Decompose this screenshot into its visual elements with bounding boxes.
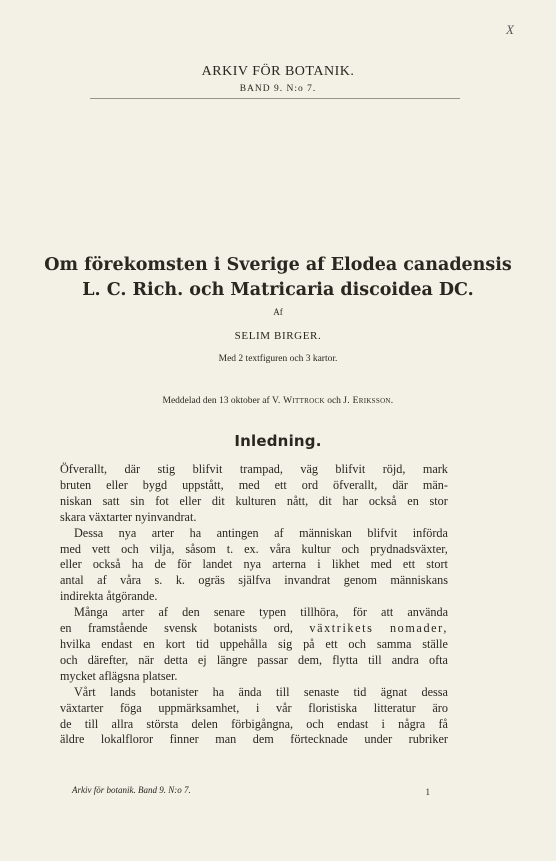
body-word: ord [301,477,319,492]
body-word: ha [131,557,144,572]
communicated-prefix: Meddelad den 13 oktober af [162,396,272,406]
body-word: ägnat [380,684,408,699]
body-word: af [97,573,107,588]
body-word: människans [390,573,448,588]
body-word: allra [111,716,134,731]
body-word: nått, [286,493,309,508]
body-word: bygd [142,477,168,492]
body-word: och [348,636,367,651]
body-word: ogräs [198,573,225,588]
body-word: våra [269,541,291,556]
communicator-2: J. Eriksson. [343,396,394,406]
body-word: vett [91,541,111,556]
body-word: några [398,716,426,731]
body-word: öfverallt, [333,477,378,492]
body-word: med [370,557,392,572]
body-word: skara växtarter nyinvandrat. [60,509,197,524]
body-word: växtarter [60,700,104,715]
corner-mark: X [506,22,514,37]
journal-title: ARKIV FÖR BOTANIK. [201,64,355,79]
body-line [60,637,448,653]
figures-note: Med 2 textfiguren och 3 kartor. [218,354,338,364]
body-word: s. [154,573,163,588]
page-number: 1 [425,787,430,797]
body-word: hvilka [60,636,91,651]
body-word: trampad, [239,462,283,476]
body-word: längre [216,652,248,667]
body-word: arter [151,525,175,540]
body-word: med [60,541,81,556]
body-word: ord, [273,621,293,636]
body-word: framstående [88,621,148,636]
body-line [60,573,448,589]
body-word: svensk [164,621,198,636]
author-name: SELIM BIRGER. [234,330,322,342]
body-word: t. [226,541,234,556]
body-line [60,557,448,573]
body-word: att [381,605,394,620]
body-word: äldre [60,732,85,747]
body-word: dem, [298,652,323,667]
body-word: stig [157,462,176,476]
body-word: uppmärksamhet, [158,700,240,715]
body-word: föga [120,700,142,715]
body-word: endast [337,716,369,731]
body-word: med [238,477,260,492]
body-word: ex. [244,541,259,556]
body-word: arter [121,605,145,620]
body-word: arterna [272,557,307,572]
body-word: våra [120,573,142,588]
body-line [60,526,448,542]
body-word: röjd, [382,462,406,476]
article-title [40,253,516,303]
page-footer [72,785,440,795]
body-word: Öfverallt, [60,462,108,476]
body-word: rubriker [408,732,448,747]
body-word: senaste [303,684,340,699]
communicated-and: och [324,396,344,406]
body-line [60,717,448,733]
body-word: dem [252,732,274,747]
body-word: såsom [185,541,216,556]
body-word: använda [407,605,448,620]
body-word: de [154,557,166,572]
body-line [60,478,448,494]
body-word: flytta [332,652,358,667]
body-word: senare [213,605,245,620]
body-word: antal [60,573,84,588]
body-word: och [341,541,360,556]
body-word: i [381,716,385,731]
body-word: eller [60,557,82,572]
body-word: ha [212,684,225,699]
body-word: dessa [421,684,448,699]
body-word: för [352,605,367,620]
body-line [60,669,448,685]
body-word: förbigångna, [231,716,294,731]
body-word: tillhöra, [300,605,339,620]
body-word: ett [402,557,416,572]
body-word: största [146,716,179,731]
body-word: stort [426,557,448,572]
body-word: införda [412,525,448,540]
body-word: sig [278,636,293,651]
body-line [60,605,448,621]
body-word: bruten [60,477,92,492]
body-line [60,701,448,717]
body-word: ställe [422,636,448,651]
body-word: blifvit [192,462,223,476]
body-word: äro [432,700,448,715]
body-word: k. [175,573,185,588]
body-word: också [368,493,397,508]
body-word: blifvit [367,525,398,540]
body-word: genom [343,573,377,588]
body-word: ända [238,684,262,699]
body-word: dit [318,493,332,508]
body-word: uppehålla [219,636,268,651]
body-word: väg [300,462,318,476]
body-word: vilja, [149,541,175,556]
body-word: en [143,636,155,651]
article-title-line-1: Om förekomsten i Sverige af Elodea canadensis [44,255,512,275]
body-word: uppstått, [182,477,224,492]
body-word: eller [106,477,128,492]
body-word: nya [243,557,262,572]
body-word: växtrikets [309,621,374,636]
communicator-1: V. Wittrock [272,396,325,406]
body-word: på [303,636,315,651]
body-line [60,494,448,510]
section-heading: Inledning. [234,432,322,450]
body-word: förtecknade [290,732,348,747]
body-word: typen [259,605,287,620]
body-word: i [255,700,260,715]
body-word: en [407,493,419,508]
body-word: stor [429,493,448,508]
body-word: af [274,525,284,540]
body-word: till [84,716,99,731]
body-word: nomader, [389,621,448,636]
body-word: passar [257,652,288,667]
body-word: under [364,732,393,747]
body-word: landet [202,557,233,572]
body-word: antingen [216,525,259,540]
article-title-line-2: L. C. Rich. och Matricaria discoidea DC. [82,280,474,300]
body-word: ha [189,525,202,540]
byline: Af [273,307,283,317]
body-word: ej [197,652,207,667]
body-line [60,621,448,637]
body-word: och [306,716,324,731]
body-word: floristiska [308,700,358,715]
body-word: där [124,462,141,476]
body-word: finner [169,732,199,747]
body-line [60,685,448,701]
body-word: ett [325,636,338,651]
body-word: delen [191,716,218,731]
body-word: mycket aflägsna platser. [60,668,178,683]
body-word: samma [376,636,412,651]
body-word: när [138,652,154,667]
body-word: nya [118,525,137,540]
communicated-note [0,396,556,406]
body-word: sin [130,493,145,508]
body-word: indirekta åtgörande. [60,589,158,604]
body-word: likhet [331,557,360,572]
body-word: litteratur [373,700,416,715]
body-text [60,462,448,748]
body-word: kultur [301,541,331,556]
body-word: andra [391,652,419,667]
body-word: också [92,557,121,572]
body-word: invandrat [284,573,331,588]
body-line [60,653,448,669]
body-word: lokalfloror [100,732,154,747]
body-word: man [215,732,237,747]
body-word: fot [155,493,169,508]
body-word: och [60,652,78,667]
body-word: Vårt [74,684,96,699]
body-word: till [275,684,290,699]
body-word: af [158,605,168,620]
body-word: vår [276,700,292,715]
body-word: män- [422,477,448,492]
body-word: Många [74,605,108,620]
body-word: få [438,716,448,731]
body-word: ett [274,477,287,492]
running-footer: Arkiv för botanik. Band 9. N:o 7. [72,785,191,795]
body-word: en [60,621,72,636]
body-word: och [121,541,139,556]
body-word: i [317,557,321,572]
body-word: de [60,716,72,731]
body-word: mark [422,462,448,476]
body-line [60,462,448,478]
body-word: botanister [150,684,199,699]
body-word: prydnadsväxter, [370,541,448,556]
body-word: dit [211,493,225,508]
body-line [60,732,448,748]
body-word: därefter, [87,652,129,667]
body-word: den [182,605,200,620]
body-word: Dessa [74,525,104,540]
body-word: där [392,477,408,492]
body-word: satt [102,493,120,508]
body-word: niskan [60,493,92,508]
body-word: till [368,652,382,667]
body-word: lands [110,684,136,699]
body-word: eller [179,493,202,508]
volume-number: BAND 9. N:o 7. [239,84,317,94]
body-line [60,510,448,526]
body-word: detta [164,652,188,667]
body-line [60,542,448,558]
body-word: har [342,493,359,508]
body-word: blifvit [335,462,366,476]
body-word: för [177,557,192,572]
body-word: själfva [238,573,271,588]
body-word: tid [196,636,209,651]
body-word: tid [353,684,367,699]
body-word: endast [101,636,133,651]
body-word: människan [299,525,352,540]
body-word: kulturen [235,493,277,508]
body-line [60,589,448,605]
header-rule [90,98,460,99]
body-word: ofta [428,652,448,667]
body-word: botanists [213,621,258,636]
body-word: kort [165,636,186,651]
